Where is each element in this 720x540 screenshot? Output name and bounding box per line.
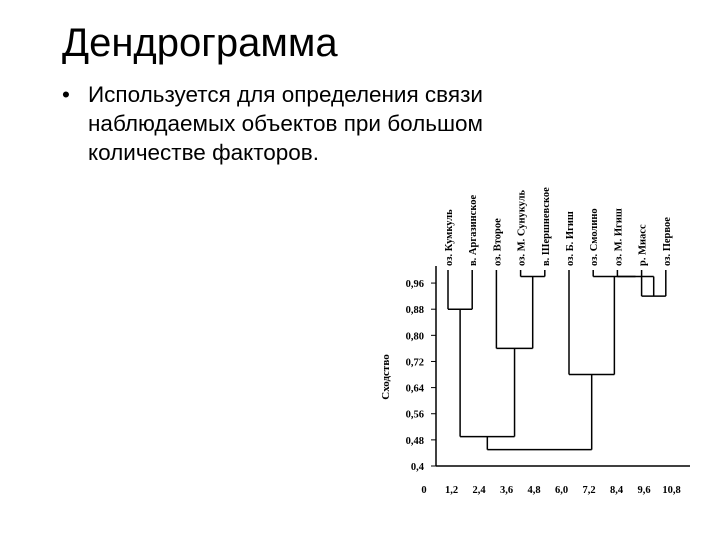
leaf-label: оз. М. Сунукуль (516, 189, 528, 266)
bullet-line: Используется для определения связи (88, 82, 483, 107)
leaf-label: в. Шершневское (540, 187, 552, 266)
leaf-label: оз. Б. Игиш (565, 211, 576, 266)
y-tick-label: 0,64 (405, 383, 424, 395)
bullet-line: количестве факторов. (88, 140, 319, 165)
y-tick-label: 0,48 (405, 435, 424, 447)
x-tick-label: 6,0 (554, 485, 569, 496)
x-tick-label: 2,4 (472, 485, 486, 496)
bullet-line: наблюдаемых объектов при большом (88, 111, 484, 136)
leaf-label: в. Аргазинское (468, 194, 480, 266)
x-tick-label: 9,6 (637, 485, 651, 496)
y-axis-label: Сходство (380, 354, 392, 400)
leaf-label: р. Миасс (637, 224, 649, 266)
bullet-marker: • (62, 82, 70, 107)
x-tick-label: 0 (421, 485, 427, 496)
x-tick-label: 4,8 (527, 485, 541, 496)
leaf-label: оз. Второе (492, 218, 504, 266)
x-tick-label: 10,8 (662, 485, 681, 496)
leaf-label: оз. Смолино (589, 208, 601, 266)
y-tick-label: 0,80 (405, 331, 424, 343)
leaf-label: оз. Кумкуль (444, 209, 455, 266)
y-tick-label: 0,4 (410, 462, 424, 473)
leaf-label: оз. Первое (661, 217, 673, 266)
y-tick-label: 0,96 (405, 279, 424, 291)
y-tick-label: 0,88 (405, 305, 424, 317)
x-tick-label: 3,6 (499, 485, 514, 496)
y-tick-label: 0,72 (405, 357, 424, 369)
leaf-label: оз. М. Игиш (613, 208, 625, 266)
slide-title: Дендрограмма (62, 21, 338, 65)
x-tick-label: 7,2 (582, 485, 596, 496)
x-tick-label: 8,4 (609, 485, 624, 496)
y-tick-label: 0,56 (405, 409, 424, 421)
x-tick-label: 1,2 (444, 485, 459, 496)
